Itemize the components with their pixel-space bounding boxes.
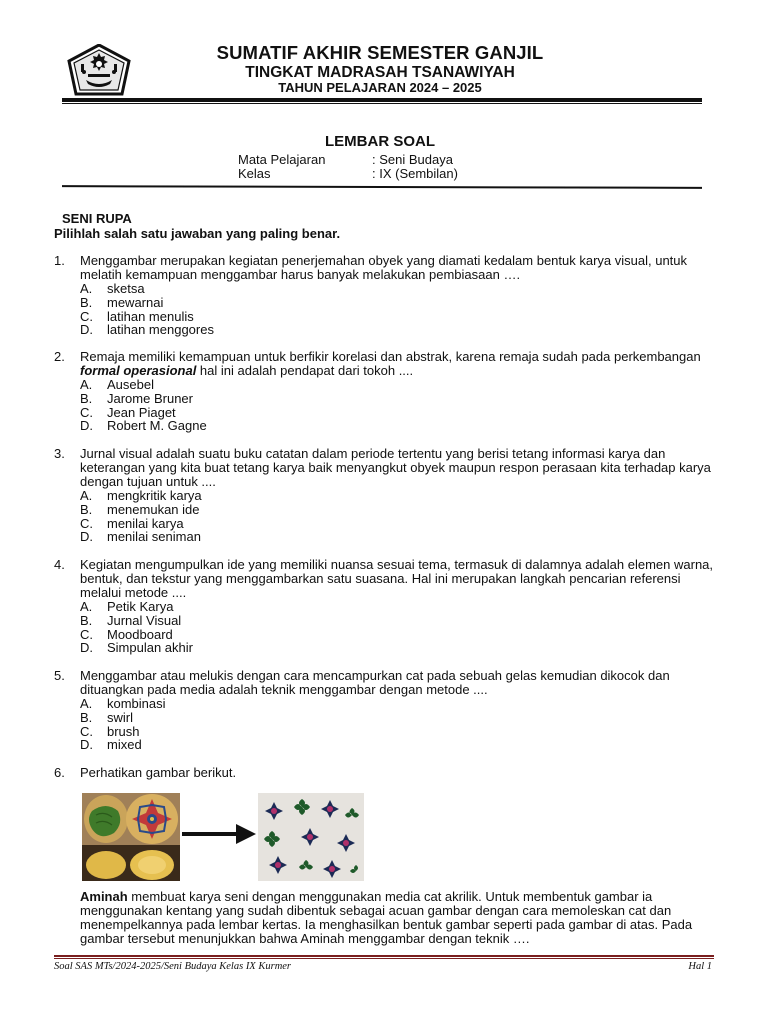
meta-value: : Seni Budaya xyxy=(372,152,453,167)
option-letter: C. xyxy=(80,515,93,531)
stem-emphasis: formal operasional xyxy=(80,363,197,378)
option-text: mewarnai xyxy=(107,294,164,310)
question-number: 4. xyxy=(54,557,65,572)
option-b[interactable] xyxy=(80,503,714,517)
option-c[interactable] xyxy=(80,406,714,420)
option-text: swirl xyxy=(107,709,133,725)
exam-level: TINGKAT MADRASAH TSANAWIYAH xyxy=(245,64,515,81)
madrasah-logo xyxy=(66,44,132,96)
option-letter: C. xyxy=(80,404,93,420)
question-number: 5. xyxy=(54,668,65,683)
question-6 xyxy=(54,766,714,780)
option-d[interactable] xyxy=(80,323,714,337)
question-stem: Perhatikan gambar berikut. xyxy=(80,765,237,780)
question-6-body xyxy=(80,890,720,946)
option-letter: A. xyxy=(80,377,93,392)
option-text: Jarome Bruner xyxy=(107,390,193,406)
footer-doc-id: Soal SAS MTs/2024-2025/Seni Budaya Kelas IX Kurmer xyxy=(54,961,292,972)
instruction: Pilihlah salah satu jawaban yang paling benar. xyxy=(54,226,341,241)
question-stem: Jurnal visual adalah suatu buku catatan dalam periode tertentu yang berisi tetang informasi karya dan keterangan yang kita buat tetang karya baik menyangkut obyek maupun respon perasaan kita terhadap karya dengan tujuan untuk .... xyxy=(80,446,711,489)
option-d[interactable] xyxy=(80,641,714,655)
option-text: brush xyxy=(107,723,140,739)
academic-year: TAHUN PELAJARAN 2024 – 2025 xyxy=(278,80,482,95)
body-text: membuat karya seni dengan menggunakan media cat akrilik. Untuk membentuk gambar ia menggunakan kentang yang sudah dibentuk sebagai acuan gambar dengan cara memoleskan cat dan menempelkannya pada lembar kertas. Ia menghasilkan bentuk gambar seperti pada gambar di atas. Pada gambar tersebut menunjukkan bahwa Aminah menggambar dengan teknik …. xyxy=(80,889,693,946)
option-letter: A. xyxy=(80,599,93,614)
option-text: menemukan ide xyxy=(107,501,200,517)
option-letter: C. xyxy=(80,626,93,642)
stamp-print-photo xyxy=(258,793,364,881)
option-text: mengkritik karya xyxy=(107,488,202,503)
option-letter: D. xyxy=(80,529,93,545)
option-text: Moodboard xyxy=(107,626,173,642)
option-text: Petik Karya xyxy=(107,599,174,614)
options xyxy=(80,378,714,433)
meta-subject xyxy=(238,152,453,167)
stem-text: Remaja memiliki kemampuan untuk berfikir korelasi dan abstrak, karena remaja sudah pada perkembangan xyxy=(80,349,701,364)
question-2 xyxy=(54,350,714,433)
option-c[interactable] xyxy=(80,725,714,739)
option-letter: A. xyxy=(80,488,93,503)
option-a[interactable] xyxy=(80,600,714,614)
option-letter: B. xyxy=(80,709,93,725)
question-stem: Menggambar atau melukis dengan cara mencampurkan cat pada sebuah gelas kemudian dikocok dan dituangkan pada media adalah teknik menggambar dengan metode .... xyxy=(80,668,670,697)
option-letter: A. xyxy=(80,281,93,296)
option-b[interactable] xyxy=(80,296,714,310)
option-b[interactable] xyxy=(80,392,714,406)
question-3 xyxy=(54,447,714,544)
header-divider-thin xyxy=(62,103,702,104)
options xyxy=(80,600,714,655)
option-b[interactable] xyxy=(80,614,714,628)
option-letter: A. xyxy=(80,696,93,711)
option-letter: D. xyxy=(80,737,93,753)
option-c[interactable] xyxy=(80,310,714,324)
question-number: 2. xyxy=(54,349,65,364)
option-a[interactable] xyxy=(80,378,714,392)
option-letter: B. xyxy=(80,390,93,406)
question-stem xyxy=(80,350,714,378)
option-letter: D. xyxy=(80,322,93,338)
option-text: Simpulan akhir xyxy=(107,640,193,656)
question-4 xyxy=(54,558,714,655)
option-letter: D. xyxy=(80,640,93,656)
option-text: latihan menggores xyxy=(107,322,214,338)
meta-class xyxy=(238,166,458,181)
option-a[interactable] xyxy=(80,489,714,503)
option-d[interactable] xyxy=(80,419,714,433)
exam-title: SUMATIF AKHIR SEMESTER GANJIL xyxy=(216,42,544,63)
option-letter: C. xyxy=(80,723,93,739)
options xyxy=(80,697,714,752)
option-text: Jurnal Visual xyxy=(107,612,182,628)
student-name: Aminah xyxy=(80,889,128,904)
section-heading: SENI RUPA xyxy=(62,211,132,226)
option-text: Robert M. Gagne xyxy=(107,418,207,434)
option-letter: B. xyxy=(80,612,93,628)
header-divider xyxy=(62,98,702,102)
meta-value: : IX (Sembilan) xyxy=(372,166,458,181)
meta-label: Kelas xyxy=(238,166,271,181)
options xyxy=(80,282,714,337)
meta-divider xyxy=(62,185,702,189)
sheet-title: LEMBAR SOAL xyxy=(325,133,435,150)
option-letter: B. xyxy=(80,294,93,310)
option-letter: D. xyxy=(80,418,93,434)
question-stem: Menggambar merupakan kegiatan penerjemahan obyek yang diamati kedalam bentuk karya visual, untuk melatih kemampuan menggambar harus banyak melakukan pembiasaan …. xyxy=(80,253,688,282)
option-text: Ausebel xyxy=(107,377,154,392)
option-text: mixed xyxy=(107,737,142,753)
meta-label: Mata Pelajaran xyxy=(238,152,326,167)
footer-divider-thin xyxy=(54,958,714,959)
option-text: kombinasi xyxy=(107,696,166,711)
option-letter: B. xyxy=(80,501,93,517)
option-text: menilai karya xyxy=(107,515,184,531)
option-b[interactable] xyxy=(80,711,714,725)
question-1 xyxy=(54,254,714,337)
option-text: latihan menulis xyxy=(107,308,194,324)
option-letter: C. xyxy=(80,308,93,324)
option-c[interactable] xyxy=(80,628,714,642)
arrow-icon xyxy=(180,822,258,846)
question-stem: Kegiatan mengumpulkan ide yang memiliki nuansa sesuai tema, termasuk di dalamnya adalah elemen warna, bentuk, dan tekstur yang menggambarkan satu suasana. Hal ini merupakan langkah pencarian referensi melalui metode .... xyxy=(80,557,714,600)
option-text: sketsa xyxy=(107,281,145,296)
option-a[interactable] xyxy=(80,282,714,296)
options xyxy=(80,489,714,544)
footer-divider xyxy=(54,955,714,957)
option-d[interactable] xyxy=(80,738,714,752)
option-c[interactable] xyxy=(80,517,714,531)
option-text: menilai seniman xyxy=(107,529,201,545)
stem-text: hal ini adalah pendapat dari tokoh .... xyxy=(196,363,414,378)
footer-page-number: Hal 1 xyxy=(688,961,712,972)
option-a[interactable] xyxy=(80,697,714,711)
question-number: 6. xyxy=(54,765,65,780)
question-number: 3. xyxy=(54,446,65,461)
question-number: 1. xyxy=(54,253,65,268)
option-d[interactable] xyxy=(80,530,714,544)
question-5 xyxy=(54,669,714,752)
potato-stamp-photo xyxy=(82,793,180,881)
option-text: Jean Piaget xyxy=(107,404,176,420)
